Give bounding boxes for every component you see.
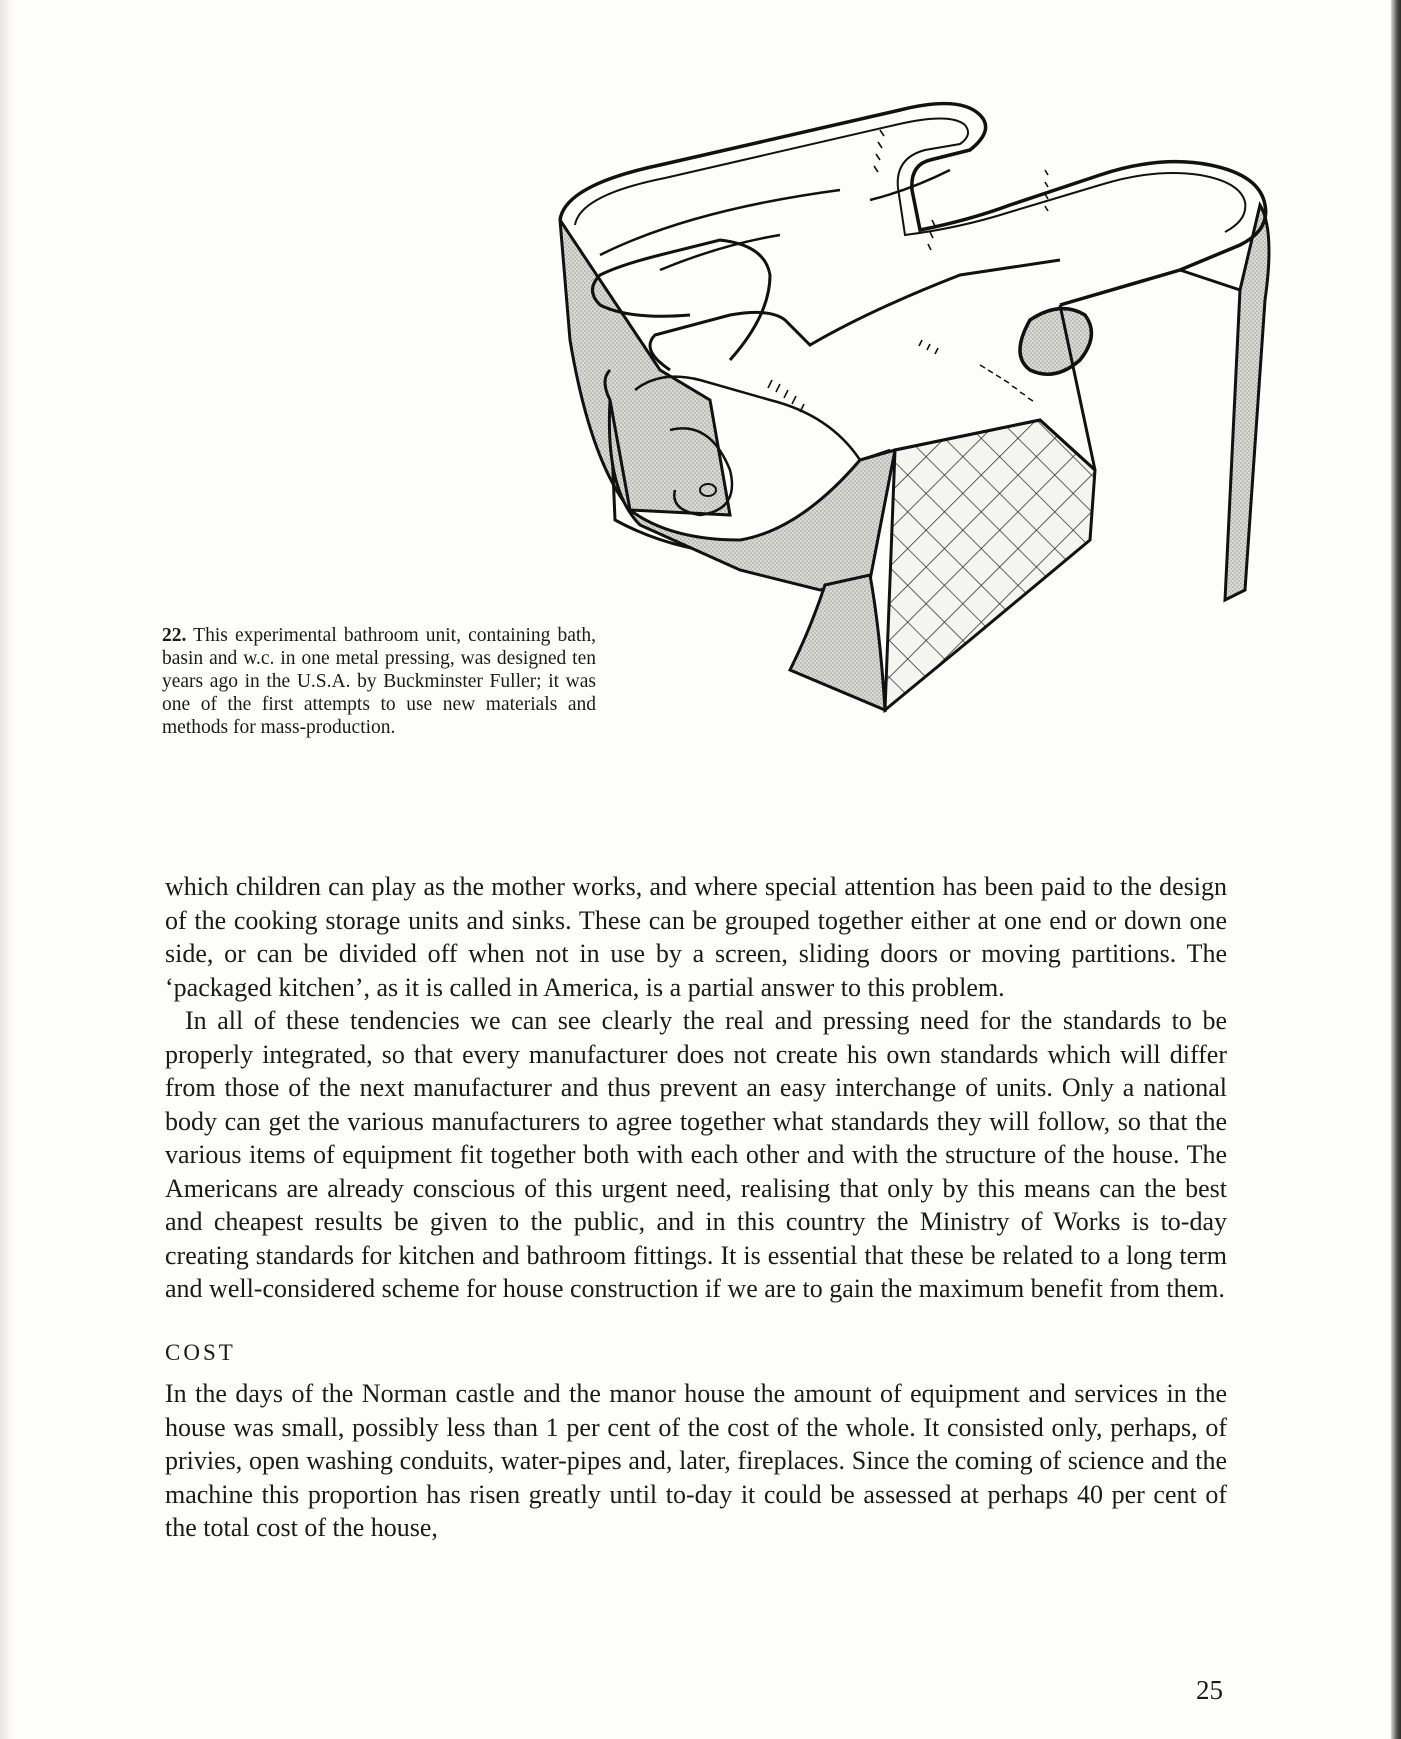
caption-number: 22. bbox=[162, 625, 187, 646]
bathroom-unit-illustration bbox=[540, 70, 1330, 790]
middle-rim bbox=[650, 260, 1060, 370]
lattice-panel bbox=[885, 420, 1095, 710]
bath-rim bbox=[560, 104, 1266, 305]
page-number: 25 bbox=[1196, 1675, 1223, 1705]
page-edge-right bbox=[1391, 0, 1401, 1739]
basin bbox=[1020, 309, 1091, 375]
page-edge-left bbox=[0, 0, 14, 1739]
outer-wall-left bbox=[560, 220, 730, 515]
paragraph-2: In all of these tendencies we can see clearly the real and pressing need for the standards to be properly integrated, so that every manufacturer does not create his own standards which will differ from those of the next manufacturer and thus prevent an easy interchange of units. Only a national body can get the various manufacturers to agree together what standards they will follow, so that the various items of equipment fit together both with each other and with the structure of the house. The Americans are already conscious of this urgent need, realising that only by this means can the best and cheapest results be given to the public, and in this country the Ministry of Works is to-day creating standards for kitchen and bathroom fittings. It is essential that these be related to a long term and well-considered scheme for house construction if we are to gain the maximum benefit from them. bbox=[165, 1006, 1227, 1303]
bath-inner-rim bbox=[575, 119, 1245, 236]
paragraph-1: which children can play as the mother works, and where special attention has been paid to the design of the cooking storage units and sinks. These can be grouped together either at one end or down one side, or can be divided off when not in use by a screen, sliding doors or moving partitions. The ‘packaged kitchen’, as it is called in America, is a partial answer to this problem. bbox=[165, 872, 1227, 1002]
body-text bbox=[165, 870, 1227, 1545]
paragraph-3: In the days of the Norman castle and the manor house the amount of equipment and services in the house was small, possibly less than 1 per cent of the cost of the whole. It consisted only, perhaps, of privies, open washing conduits, water-pipes and, later, fireplaces. Since the coming of science and the machine this proportion has risen greatly until to-day it could be assessed at perhaps 40 per cent of the total cost of the house, bbox=[165, 1379, 1227, 1542]
section-heading: COST bbox=[165, 1339, 236, 1365]
bath-floor-line bbox=[600, 190, 840, 270]
corner-column bbox=[790, 575, 885, 710]
caption-text: This experimental bathroom unit, containing bath, basin and w.c. in one metal pressing, was designed ten years ago in the U.S.A. by Buckminster Fuller; it was one of the first attempts to use new materials and methods for mass-production. bbox=[162, 625, 596, 738]
figure-caption bbox=[162, 624, 596, 739]
outer-wall-right bbox=[1225, 205, 1269, 600]
shading-ticks bbox=[768, 130, 1048, 412]
